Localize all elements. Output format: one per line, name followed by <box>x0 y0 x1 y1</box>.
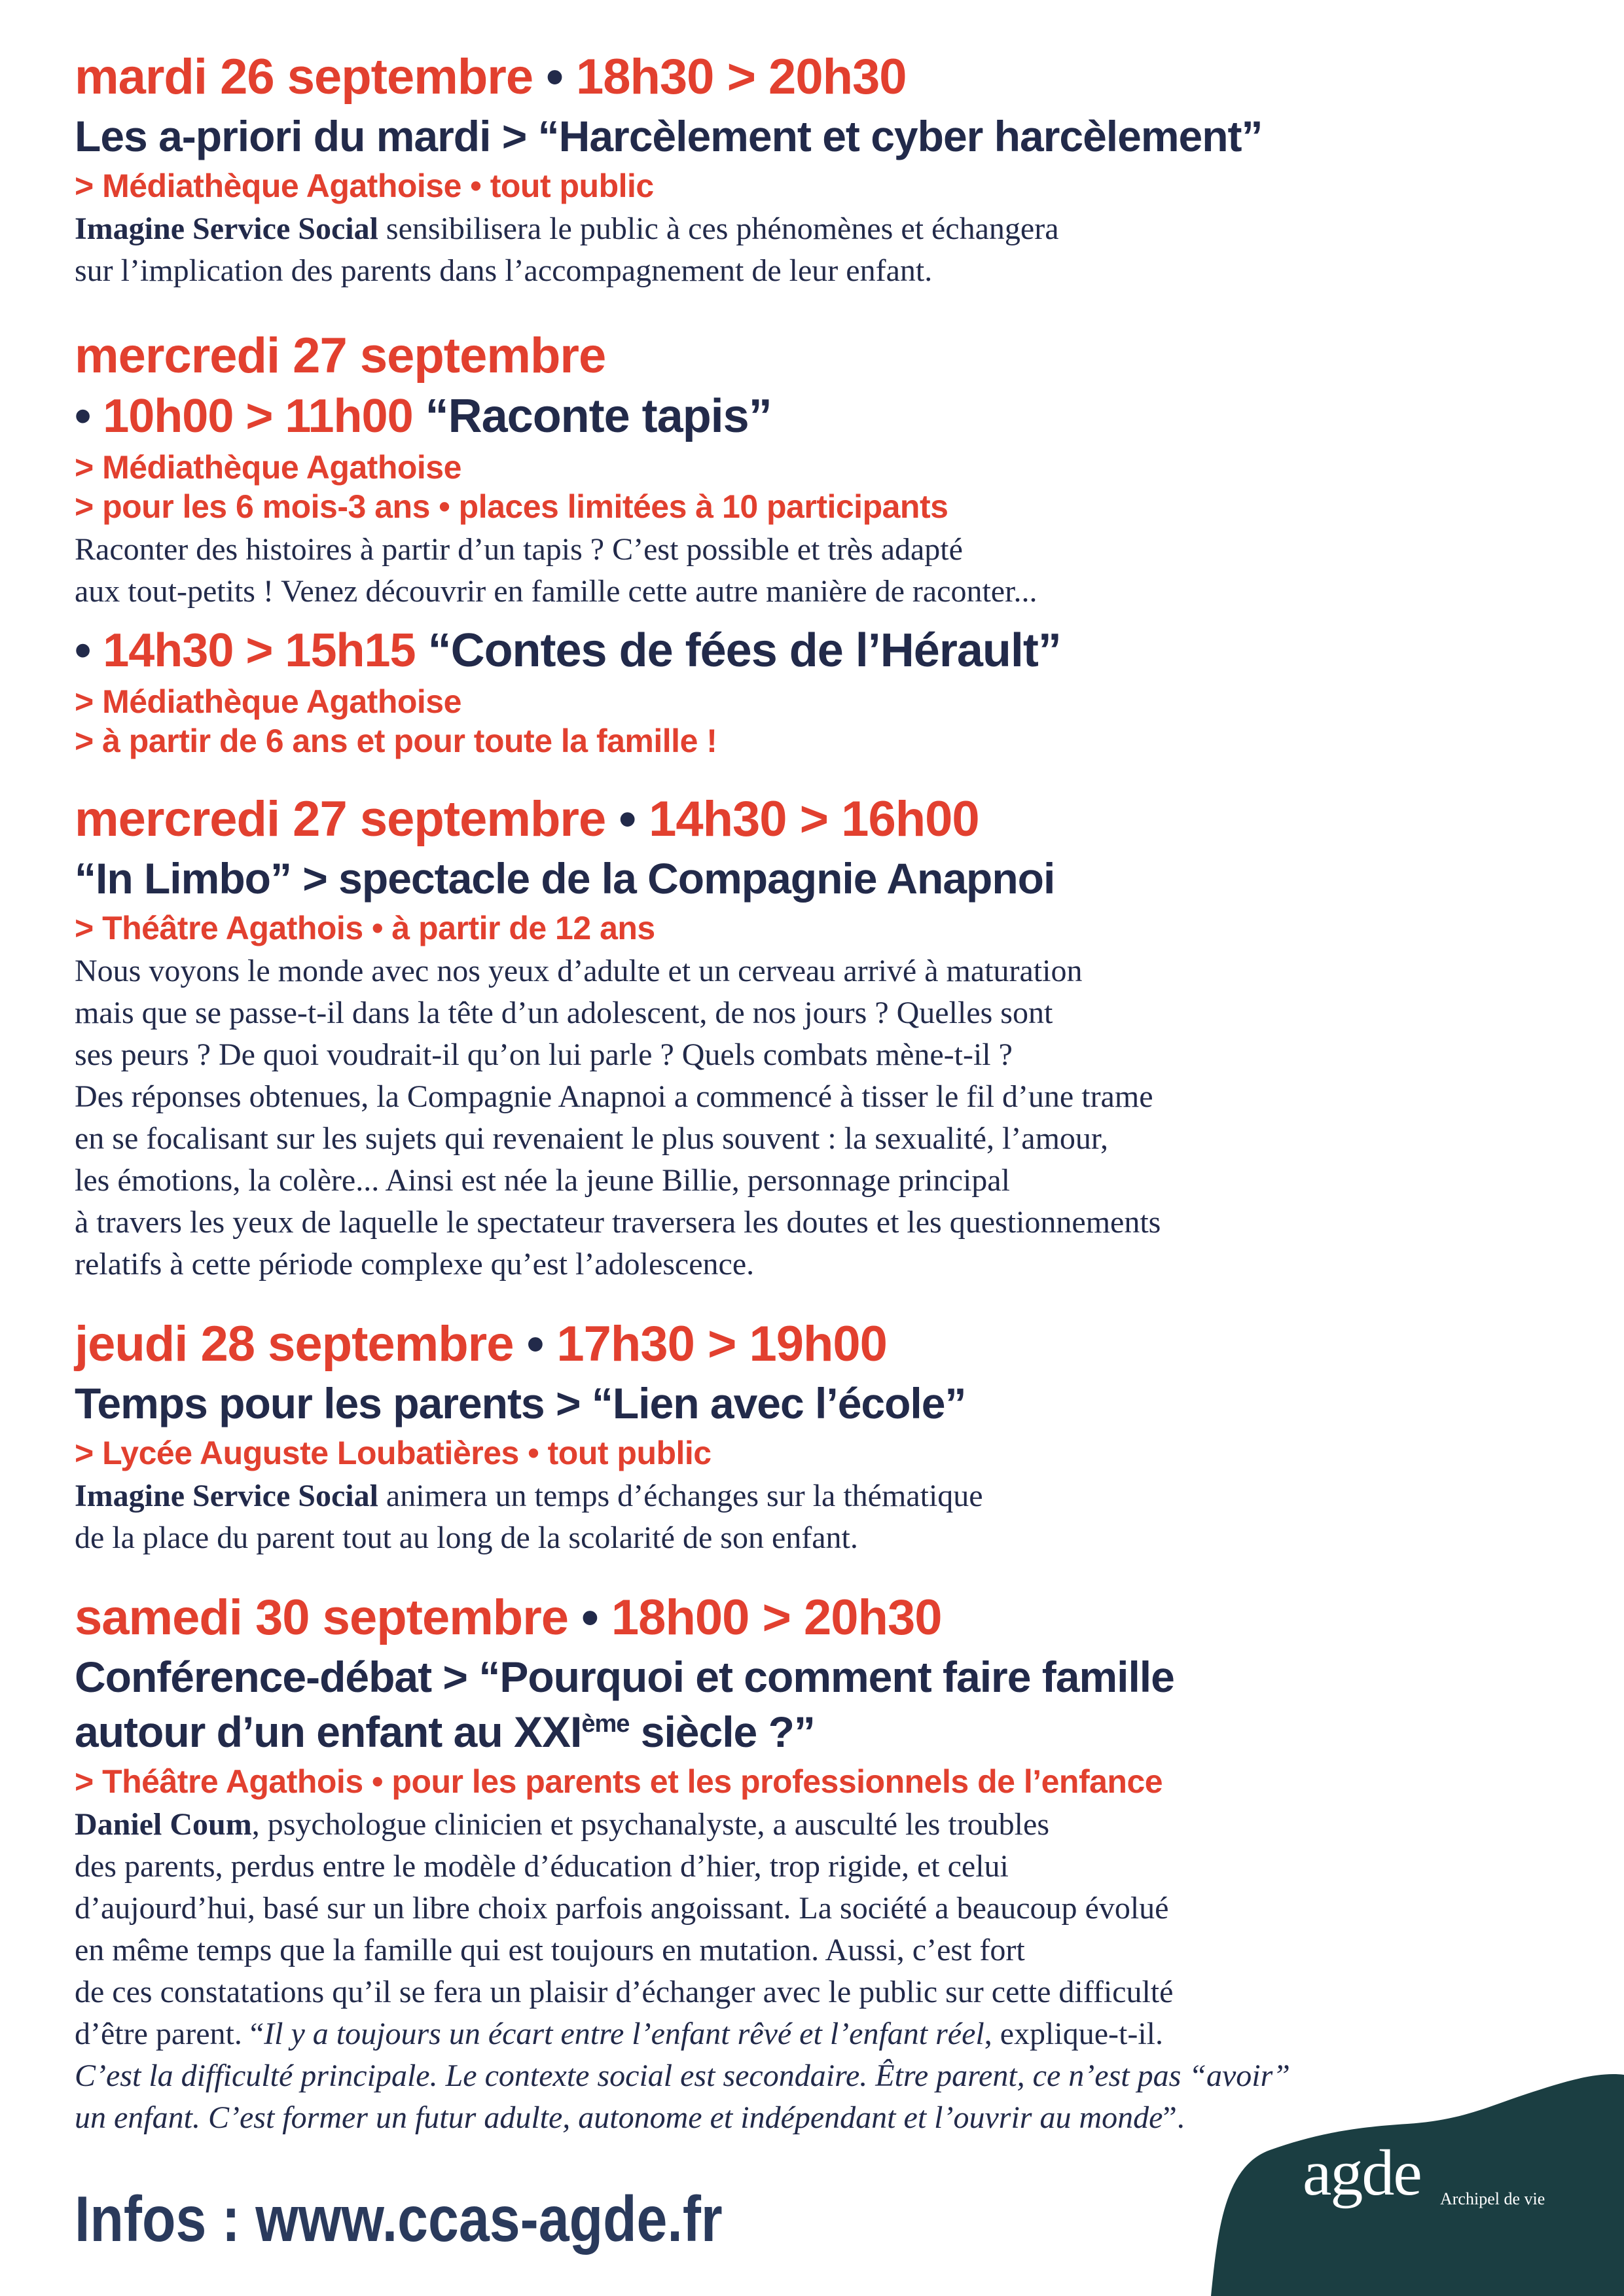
event-title: “Raconte tapis” <box>412 390 772 442</box>
event-date-line <box>75 46 1436 109</box>
agde-logo <box>1303 2137 1578 2235</box>
event-description: Raconter des histoires à partir d’un tapis ? C’est possible et très adapté aux tout-petits ! Venez découvrir en famille cette autre manière de raconter... <box>75 532 1038 609</box>
organizer-name: Imagine Service Social <box>75 1479 378 1513</box>
event-time: 18h00 > 20h30 <box>611 1590 942 1645</box>
event-description: Nous voyons le monde avec nos yeux d’adulte et un cerveau arrivé à maturation mais que se passe-t-il dans la tête d’un adolescent, de nos jours ? Quelles sont ses peurs ? De quoi voudrait-il qu’on lui parle ? Quels combats mène-t-il ? Des réponses obtenues, la Compagnie Anapnoi a commencé à tisser le fil d’une trame en se focalisant sur les sujets qui revenaient le plus souvent : la sexualité, l’amour, les émotions, la colère... Ainsi est née la jeune Billie, personnage principal à travers les yeux de laquelle le spectateur traversera les doutes et les questionnements relatifs à cette période complexe qu’est l’adolescence. <box>75 954 1161 1282</box>
sub-event-heading <box>75 622 1436 679</box>
event-title: “In Limbo” > spectacle de la Compagnie Anapnoi <box>75 854 1055 903</box>
event-location: > Médiathèque Agathoise • tout public <box>75 168 654 204</box>
separator: • <box>605 791 649 847</box>
event-title: Temps pour les parents > “Lien avec l’école” <box>75 1379 966 1427</box>
program-page <box>75 46 1436 2139</box>
event-tuesday-26 <box>75 46 1436 292</box>
organizer-name: Imagine Service Social <box>75 211 378 246</box>
event-time: 14h30 > 16h00 <box>649 791 979 847</box>
speaker-name: Daniel Coum <box>75 1807 252 1842</box>
bullet: • <box>75 390 103 442</box>
event-location: > Médiathèque Agathoise <box>75 449 461 486</box>
separator: • <box>513 1316 557 1372</box>
event-date: mercredi 27 septembre <box>75 791 606 847</box>
event-location: > Théâtre Agathois • pour les parents et les professionnels de l’enfance <box>75 1763 1163 1800</box>
logo-tagline: Archipel de vie <box>1440 2189 1545 2208</box>
event-description: Imagine Service Social sensibilisera le public à ces phénomènes et échangera sur l’implication des parents dans l’accompagnement de leur enfant. <box>75 211 1059 288</box>
event-audience: > pour les 6 mois-3 ans • places limitées à 10 participants <box>75 488 948 525</box>
event-date: mercredi 27 septembre <box>75 328 606 384</box>
event-location: > Médiathèque Agathoise <box>75 683 461 720</box>
event-title: Conférence-débat > “Pourquoi et comment faire famille autour d’un enfant au XXIème siècle ?” <box>75 1653 1174 1756</box>
event-date-line <box>75 1587 1436 1649</box>
event-description: Imagine Service Social animera un temps d’échanges sur la thématique de la place du parent tout au long de la scolarité de son enfant. <box>75 1479 983 1555</box>
bullet: • <box>75 624 103 677</box>
sub-event-heading <box>75 387 1436 445</box>
event-saturday-30 <box>75 1587 1436 2139</box>
quote: C’est la difficulté principale. Le contexte social est secondaire. Être parent, ce n’est pas “avoir” <box>75 2058 1290 2093</box>
event-date: jeudi 28 septembre <box>75 1316 514 1372</box>
event-thursday-28 <box>75 1313 1436 1559</box>
separator: • <box>568 1590 611 1645</box>
event-title: Les a-priori du mardi > “Harcèlement et cyber harcèlement” <box>75 112 1263 160</box>
event-date-line <box>75 325 1436 387</box>
event-wednesday-27-media <box>75 325 1436 761</box>
event-audience: > à partir de 6 ans et pour toute la famille ! <box>75 723 717 759</box>
event-time: 18h30 > 20h30 <box>575 49 907 105</box>
event-wednesday-27-theatre <box>75 788 1436 1285</box>
event-location: > Théâtre Agathois • à partir de 12 ans <box>75 910 655 946</box>
logo-wordmark: agde <box>1303 2136 1421 2209</box>
separator: • <box>533 49 576 105</box>
event-description: Daniel Coum, psychologue clinicien et psychanalyste, a ausculté les troubles des parents, perdus entre le modèle d’éducation d’hier, trop rigide, et celui d’aujourd’hui, basé sur un libre choix parfois angoissant. La société a beaucoup évolué en même temps que la famille qui est toujours en mutation. Aussi, c’est fort de ces constatations qu’il se fera un plaisir d’échanger avec le public sur cette difficulté d’être parent. “Il y a toujours un écart entre l’enfant rêvé et l’enfant réel, explique-t-il. C’est la difficulté principale. Le contexte social est secondaire. Être parent, ce n’est pas “avoir” un enfant. C’est former un futur adulte, autonome et indépendant et l’ouvrir au monde”. <box>75 1807 1290 2135</box>
event-date: samedi 30 septembre <box>75 1590 569 1645</box>
event-date-line <box>75 1313 1436 1376</box>
event-time: 14h30 > 15h15 <box>103 624 416 677</box>
quote: Il y a toujours un écart entre l’enfant rêvé et l’enfant réel <box>264 2017 984 2051</box>
event-date: mardi 26 septembre <box>75 49 533 105</box>
infos-website: Infos : www.ccas-agde.fr <box>75 2183 723 2255</box>
event-time: 10h00 > 11h00 <box>103 390 413 442</box>
event-title: “Contes de fées de l’Hérault” <box>415 624 1061 677</box>
event-date-line <box>75 788 1436 851</box>
quote: un enfant. C’est former un futur adulte, autonome et indépendant et l’ouvrir au monde <box>75 2100 1163 2135</box>
event-location: > Lycée Auguste Loubatières • tout public <box>75 1435 712 1471</box>
event-time: 17h30 > 19h00 <box>556 1316 887 1372</box>
